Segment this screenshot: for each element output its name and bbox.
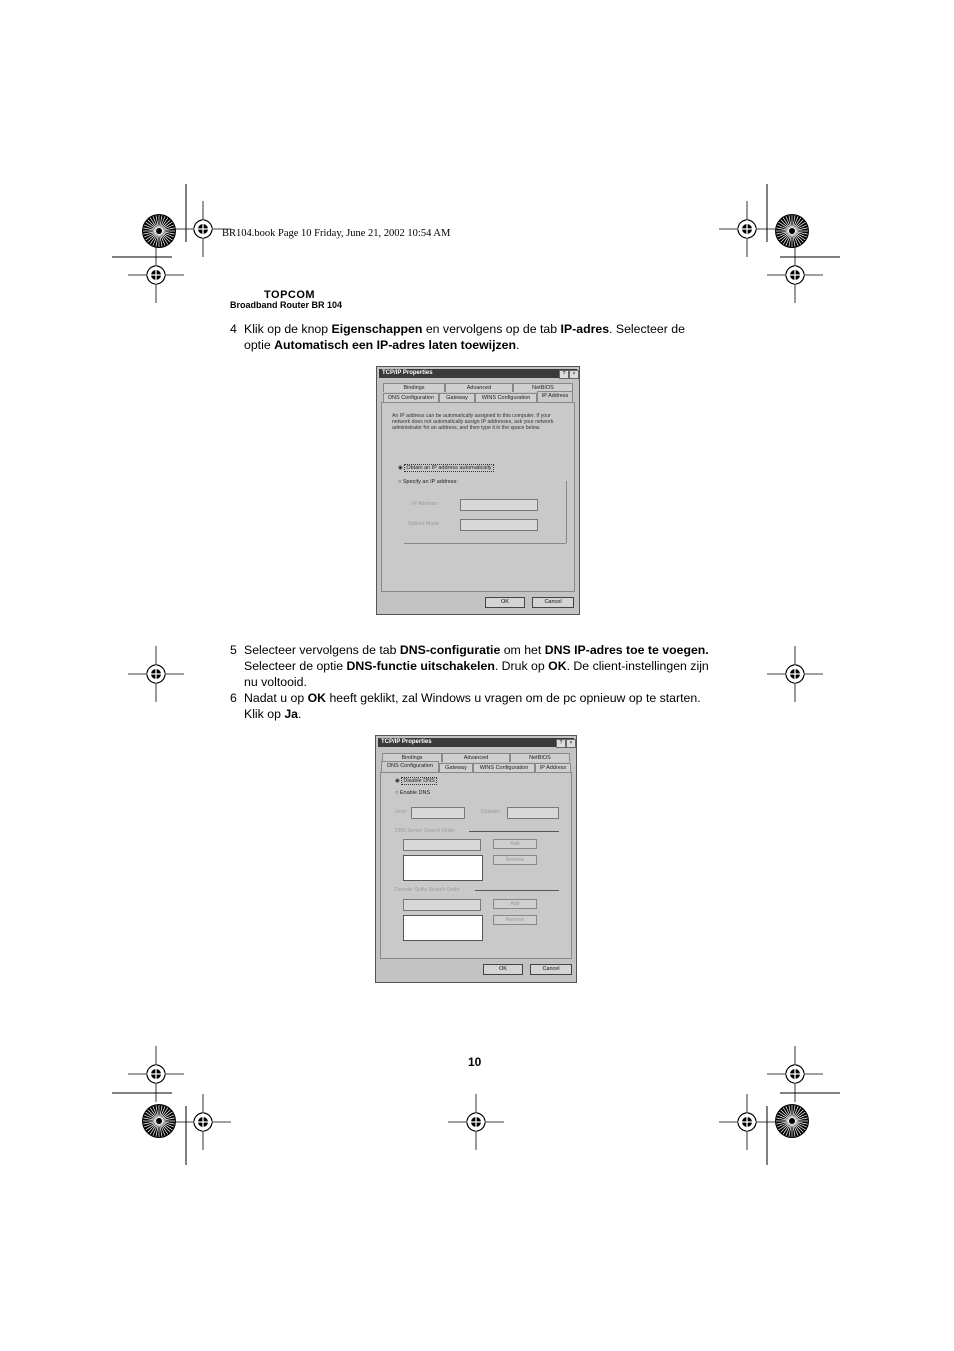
host-label: Host:: [395, 809, 408, 815]
ok-button[interactable]: OK: [485, 597, 525, 608]
help-icon[interactable]: ?: [559, 370, 569, 379]
dialog-title-bar: TCP/IP Properties: [379, 369, 577, 378]
add-suffix-button[interactable]: Add: [493, 899, 537, 909]
product-name: Broadband Router BR 104: [230, 300, 343, 310]
ip-address-field[interactable]: [460, 499, 538, 511]
tab-bindings[interactable]: Bindings: [383, 383, 445, 392]
close-icon[interactable]: ×: [566, 739, 576, 748]
subnet-mask-field[interactable]: [460, 519, 538, 531]
dns-order-label: DNS Server Search Order: [395, 828, 456, 834]
group-divider: [469, 831, 559, 832]
ok-button[interactable]: OK: [483, 964, 523, 975]
specify-ip-radio[interactable]: ○ Specify an IP address:: [398, 479, 458, 485]
tab-advanced[interactable]: Advanced: [445, 383, 513, 392]
tcpip-properties-ip-dialog: [376, 366, 580, 615]
radio-empty-icon: ○: [395, 790, 399, 796]
dialog-title-bar: TCP/IP Properties: [378, 738, 574, 747]
step-number: 4: [230, 322, 237, 336]
brand-logo-text: TOPCOM: [264, 289, 316, 301]
tcpip-properties-dns-dialog: [375, 735, 577, 983]
step-text-line: optie Automatisch een IP-adres laten toewijzen.: [244, 338, 520, 352]
tab-gateway[interactable]: Gateway: [439, 393, 475, 402]
help-icon[interactable]: ?: [556, 739, 566, 748]
cancel-button[interactable]: Cancel: [532, 597, 574, 608]
tab-netbios[interactable]: NetBIOS: [513, 383, 573, 392]
tab-dns-configuration[interactable]: DNS Configuration: [381, 761, 439, 772]
cancel-button[interactable]: Cancel: [530, 964, 572, 975]
radio-selected-icon: ◉: [398, 465, 403, 471]
tab-ip-address[interactable]: IP Address: [535, 763, 571, 772]
step-number: 5: [230, 643, 237, 657]
radio-selected-icon: ◉: [395, 778, 400, 784]
group-divider: [404, 543, 566, 544]
tab-dns-configuration[interactable]: DNS Configuration: [383, 393, 439, 402]
group-divider: [475, 890, 559, 891]
ip-address-label: IP Address:: [412, 501, 439, 507]
tab-bindings[interactable]: Bindings: [382, 753, 442, 762]
remove-dns-button[interactable]: Remove: [493, 855, 537, 865]
subnet-mask-label: Subnet Mask:: [408, 521, 440, 527]
tab-advanced[interactable]: Advanced: [442, 753, 510, 762]
tab-panel: [380, 772, 572, 959]
dns-server-ip-field[interactable]: [403, 839, 481, 851]
domain-label: Domain:: [481, 809, 501, 815]
suffix-order-label: Domain Suffix Search Order: [395, 887, 460, 893]
step-number: 6: [230, 691, 237, 705]
domain-field[interactable]: [507, 807, 559, 819]
tab-wins-configuration[interactable]: WINS Configuration: [475, 393, 537, 402]
group-divider: [566, 481, 567, 543]
step-text-line: Nadat u op OK heeft geklikt, zal Windows u vragen om de pc opnieuw op te starten.: [244, 691, 701, 705]
enable-dns-radio[interactable]: ○ Enable DNS: [395, 790, 431, 796]
host-field[interactable]: [411, 807, 465, 819]
domain-suffix-field[interactable]: [403, 899, 481, 911]
step-text-line: Selecteer de optie DNS-functie uitschakelen. Druk op OK. De client-instellingen zijn: [244, 659, 709, 673]
tab-wins-configuration[interactable]: WINS Configuration: [473, 763, 535, 772]
tab-gateway[interactable]: Gateway: [439, 763, 473, 772]
disable-dns-radio[interactable]: ◉ Disable DNS: [395, 778, 435, 784]
step-text-line: nu voltooid.: [244, 675, 307, 689]
step-text-line: Selecteer vervolgens de tab DNS-configuratie om het DNS IP-adres toe te voegen.: [244, 643, 709, 657]
ip-description: An IP address can be automatically assigned to this computer. If your network does not automatically assign IP addresses, ask your network administrator for an address, and then type it in the space below.: [392, 413, 554, 431]
step-text-line: Klik op Ja.: [244, 707, 302, 721]
close-icon[interactable]: ×: [569, 370, 579, 379]
step-text-line: Klik op de knop Eigenschappen en vervolgens op de tab IP-adres. Selecteer de: [244, 322, 685, 336]
obtain-ip-auto-radio[interactable]: ◉ Obtain an IP address automatically: [398, 465, 492, 471]
radio-empty-icon: ○: [398, 479, 402, 485]
add-dns-button[interactable]: Add: [493, 839, 537, 849]
dns-server-list[interactable]: [403, 855, 483, 881]
domain-suffix-list[interactable]: [403, 915, 483, 941]
tab-panel: [381, 402, 575, 592]
page-number: 10: [468, 1055, 482, 1069]
tab-ip-address[interactable]: IP Address: [537, 391, 573, 402]
remove-suffix-button[interactable]: Remove: [493, 915, 537, 925]
book-info-slug: BR104.book Page 10 Friday, June 21, 2002 10:54 AM: [222, 228, 451, 239]
tab-netbios[interactable]: NetBIOS: [510, 753, 570, 762]
